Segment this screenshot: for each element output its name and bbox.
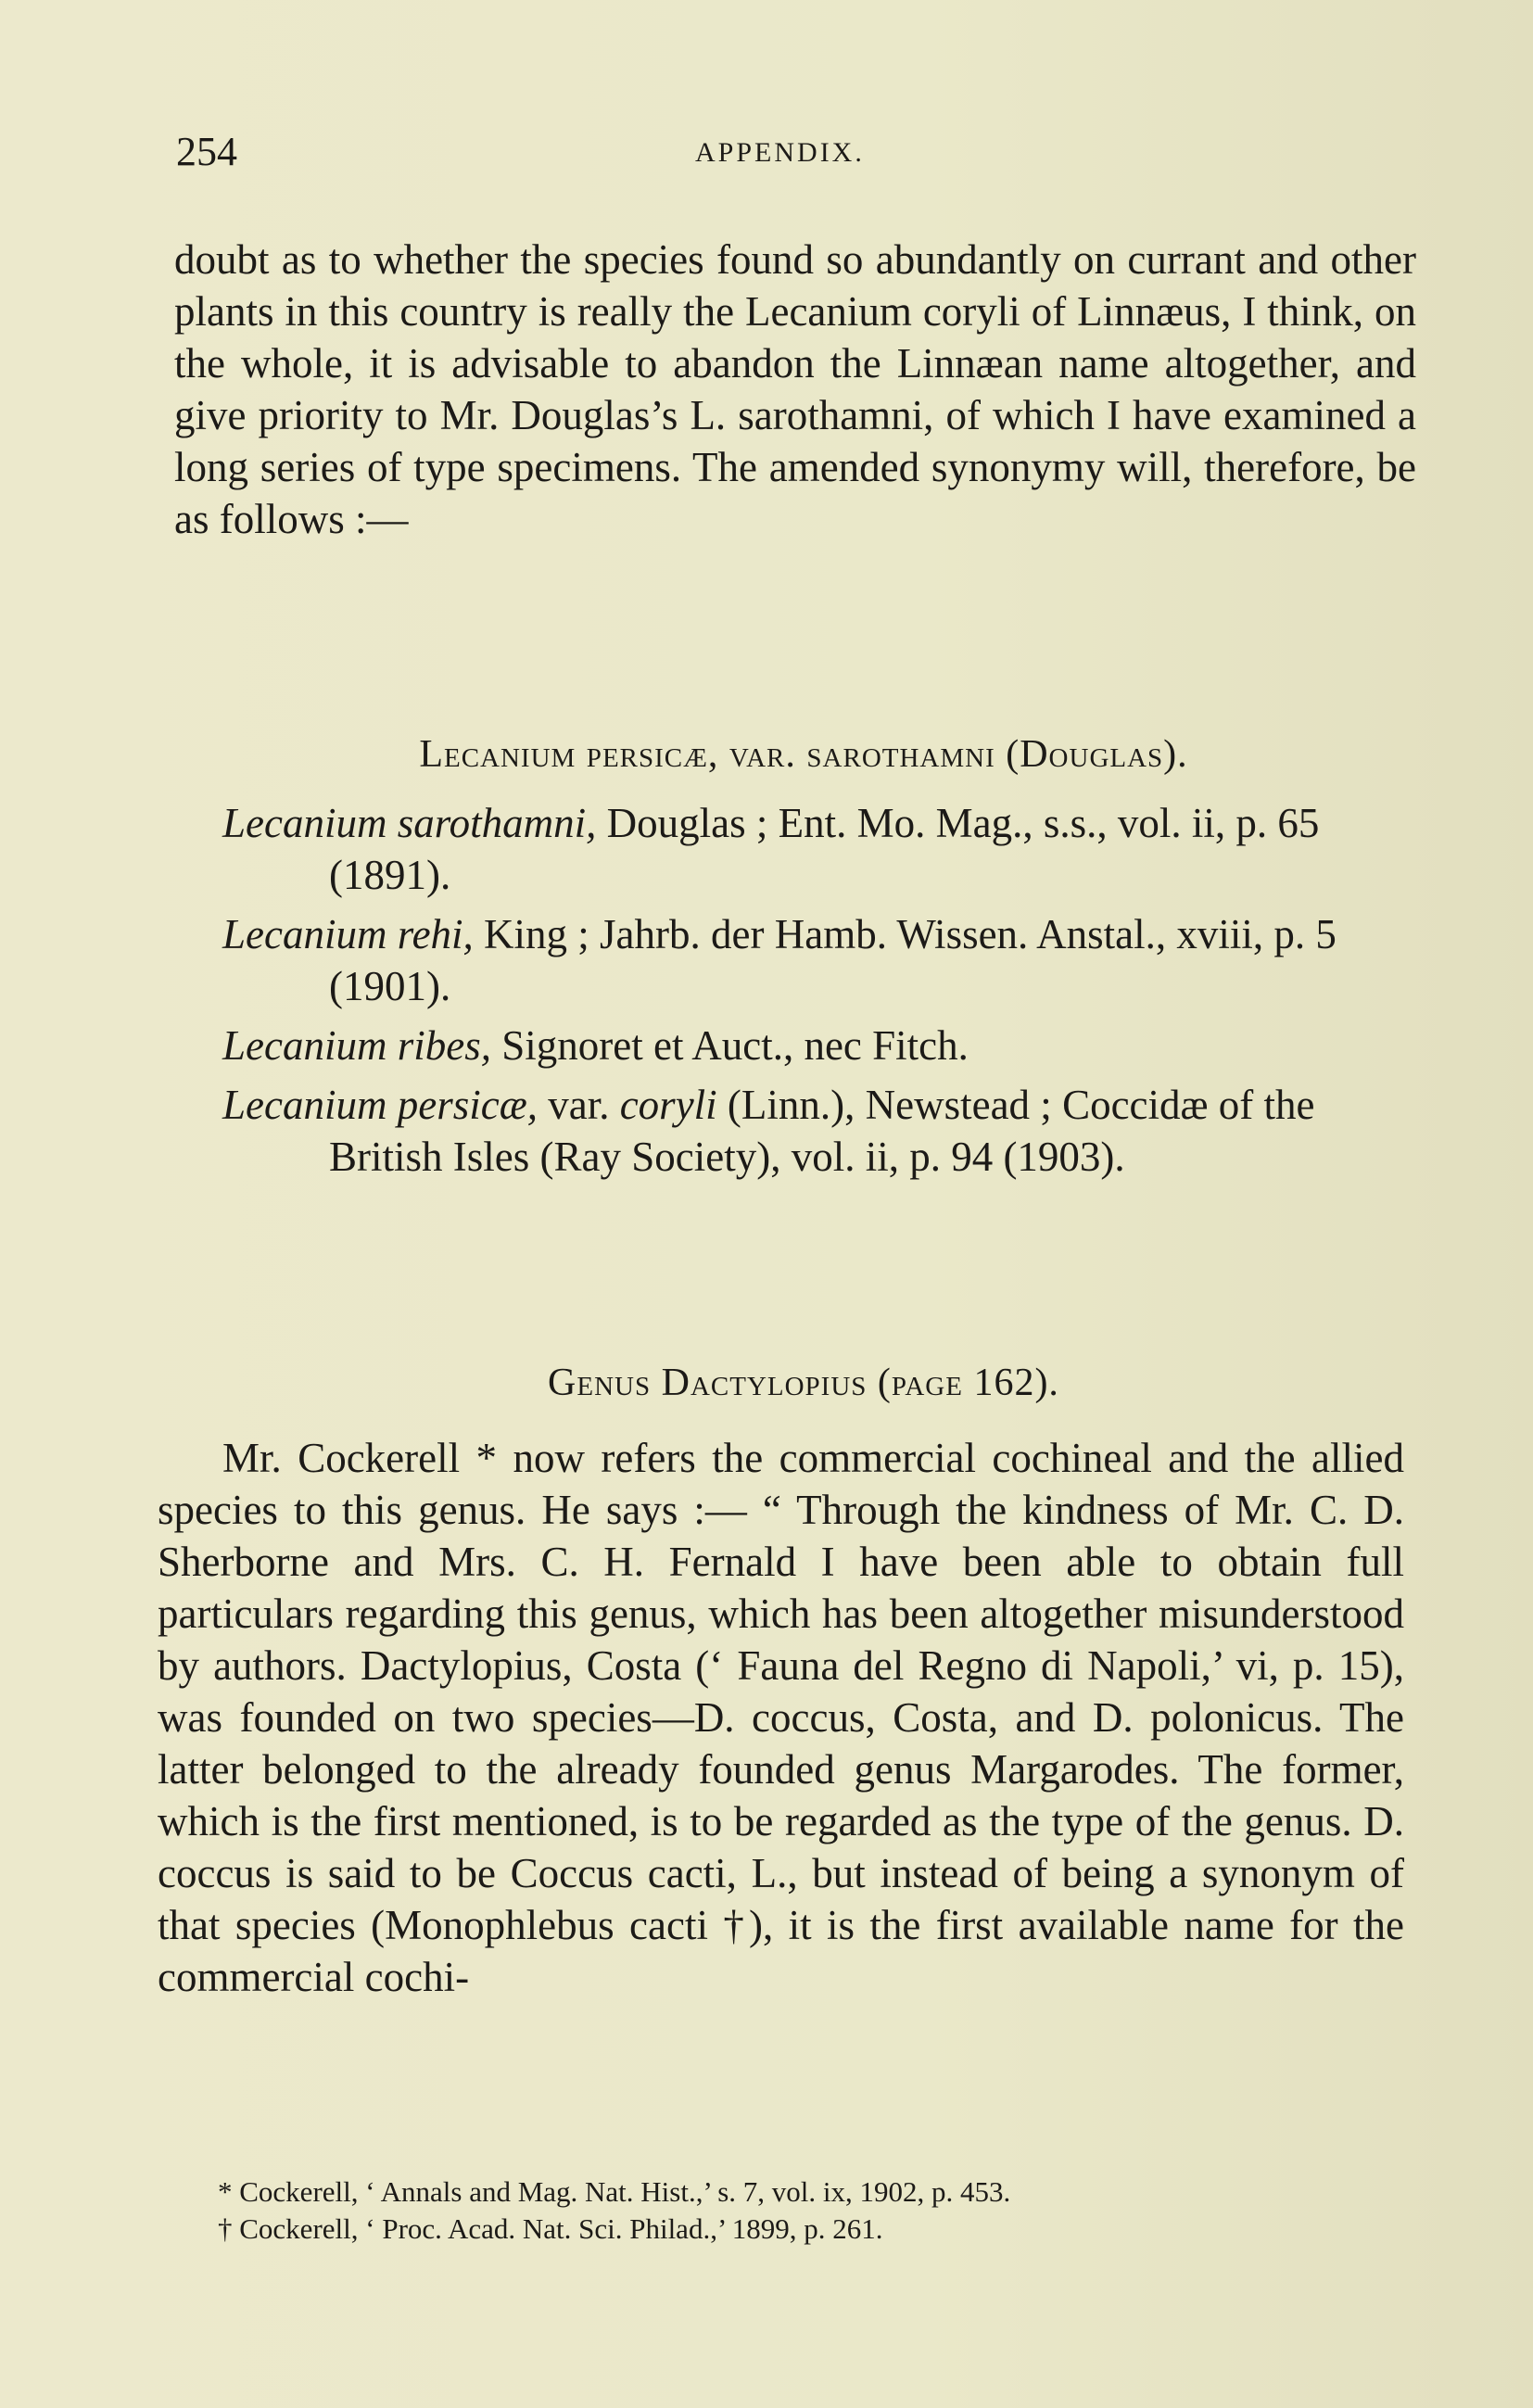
entry-name: Lecanium rehi, <box>222 911 474 957</box>
entry-name: Lecanium persicæ, <box>222 1082 538 1128</box>
entry-citation: Douglas ; Ent. Mo. Mag., s.s., vol. ii, p. 65 (1891). <box>329 800 1320 898</box>
synonymy-list <box>222 797 1418 1190</box>
synonymy-entry <box>222 1020 1418 1071</box>
page-header <box>176 128 1427 184</box>
entry-citation: (Linn.), Newstead ; Coccidæ of the British Isles (Ray Society), vol. ii, p. 94 (1903). <box>329 1082 1315 1180</box>
running-head: APPENDIX. <box>695 137 865 168</box>
footnotes <box>218 2174 1386 2248</box>
footnote: † Cockerell, ‘ Proc. Acad. Nat. Sci. Philad.,’ 1899, p. 261. <box>218 2212 883 2245</box>
section-title-lecanium: Lecanium persicæ, var. sarothamni (Douglas). <box>419 733 1188 776</box>
entry-name: Lecanium sarothamni, <box>222 800 597 846</box>
dactylopius-paragraph: Mr. Cockerell * now refers the commercial cochineal and the allied species to this genus. He says :— “ Through the kindness of Mr. C. D. Sherborne and Mrs. C. H. Fernald I have been able to obtain full particulars regarding this genus, which has been altogether misunderstood by authors. Dactylopius, Costa (‘ Fauna del Regno di Napoli,’ vi, p. 15), was founded on two species—D. coccus, Costa, and D. polonicus. The latter belonged to the already founded genus Margarodes. The former, which is the first mentioned, is to be regarded as the type of the genus. D. coccus is said to be Coccus cacti, L., but instead of being a synonym of that species (Monophlebus cacti †), it is the first available name for the commercial cochi- <box>158 1435 1404 2000</box>
synonymy-entry <box>222 797 1418 901</box>
section-title-dactylopius: Genus Dactylopius (page 162). <box>548 1362 1059 1404</box>
footnote: * Cockerell, ‘ Annals and Mag. Nat. Hist.,’ s. 7, vol. ix, 1902, p. 453. <box>218 2175 1011 2208</box>
entry-citation: King ; Jahrb. der Hamb. Wissen. Anstal., xviii, p. 5 (1901). <box>329 911 1337 1009</box>
entry-variety: coryli <box>619 1082 717 1128</box>
entry-connector: var. <box>537 1082 620 1128</box>
page-number: 254 <box>176 129 237 174</box>
entry-name: Lecanium ribes, <box>222 1022 491 1069</box>
synonymy-entry <box>222 908 1418 1012</box>
entry-citation: Signoret et Auct., nec Fitch. <box>490 1022 969 1069</box>
intro-paragraph: doubt as to whether the species found so abundantly on currant and other plants in this country is really the Lecanium coryli of Linnæus, I think, on the whole, it is advisable to abandon the Linnæan name altogether, and give priority to Mr. Douglas’s L. sarothamni, of which I have examined a long series of type specimens. The amended synonymy will, therefore, be as follows :— <box>174 236 1416 542</box>
synonymy-entry <box>222 1079 1418 1183</box>
